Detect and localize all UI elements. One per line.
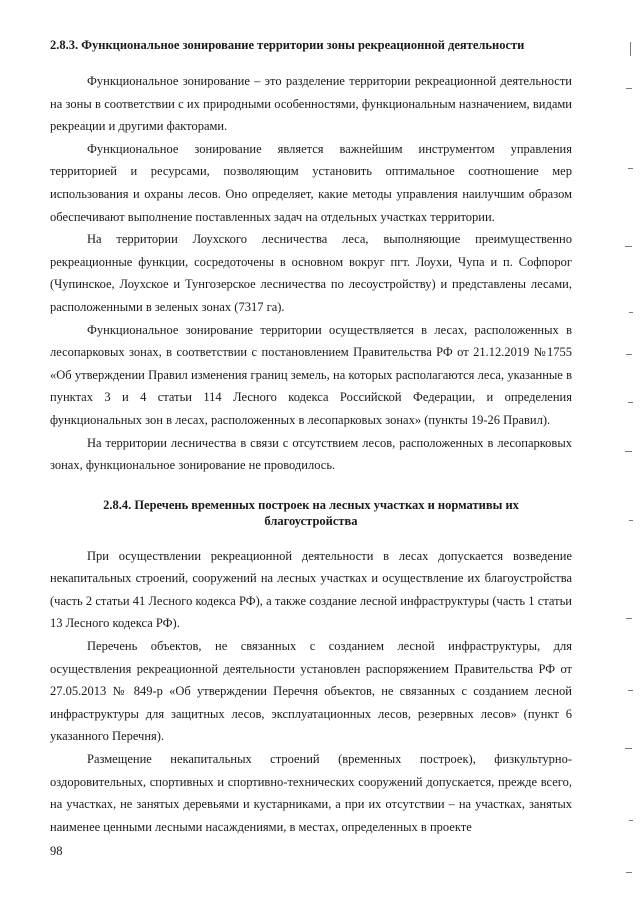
- paragraph: На территории Лоухского лесничества леса, выполняющие преимущественно рекреационные функции, сосредоточены в основном вокруг пгт. Лоухи, Чупа и п. Софпорог (Чупинское, Лоухское и Тунгозерское лесничества по лесоустройству) и представлены лесами, расположенными в зеленых зонах (7317 га).: [50, 232, 572, 314]
- section-heading-2-8-4-line1: 2.8.4. Перечень временных построек на лесных участках и нормативы их: [103, 497, 519, 512]
- paragraph: При осуществлении рекреационной деятельности в лесах допускается возведение некапитальных строений, сооружений на лесных участках и осуществление их благоустройства (часть 2 статьи 41 Лесного кодекса РФ), а также создание лесной инфраструктуры (часть 1 статьи 13 Лесного кодекса РФ).: [50, 548, 572, 631]
- page-content: [50, 37, 572, 838]
- section-heading-2-8-4-line2: благоустройства: [264, 513, 358, 528]
- paragraph: Функциональное зонирование территории осуществляется в лесах, расположенных в лесопарковых зонах, в соответствии с постановлением Правительства РФ от 21.12.2019 №1755 «Об утверждении Правил изменения границ земель, на которых располагаются леса, указанные в пунктах 3 и 4 статьи 114 Лесного кодекса Российской Федерации, и определения функциональных зон в лесах, расположенных в лесопарковых зонах» (пункты 19-26 Правил).: [50, 322, 572, 427]
- section-heading-2-8-3: 2.8.3. Функциональное зонирование территории зоны рекреационной деятельности: [50, 38, 525, 52]
- paragraph: Функциональное зонирование является важнейшим инструментом управления территорией и ресурсами, позволяющим установить оптимальное соотношение мер использования и охраны лесов. Оно определяет, какие методы управления наилучшим образом обеспечивают выполнение поставленных задач на отдельных участках территории.: [50, 141, 572, 224]
- page-number: 98: [50, 844, 63, 858]
- paragraph: Функциональное зонирование – это разделение территории рекреационной деятельности на зоны в соответствии с их природными особенностями, функциональным назначением, видами рекреации и другими факторами.: [50, 74, 572, 134]
- paragraph: Размещение некапитальных строений (временных построек), физкультурно-оздоровительных, спортивных и спортивно-технических сооружений допускается, прежде всего, на участках, не занятых деревьями и кустарниками, а при их отсутствии – на участках, занятых наименее ценными лесными насаждениями, в местах, определенных в проекте: [50, 752, 572, 834]
- paragraph: Перечень объектов, не связанных с созданием лесной инфраструктуры, для осуществления рекреационной деятельности установлен распоряжением Правительства РФ от 27.05.2013 № 849-р «Об утверждении Перечня объектов, не связанных с созданием лесной инфраструктуры для защитных лесов, эксплуатационных лесов, резервных лесов» (пункт 6 указанного Перечня).: [50, 639, 572, 744]
- scan-edge-marks: [608, 0, 640, 905]
- paragraph: На территории лесничества в связи с отсутствием лесов, расположенных в лесопарковых зонах, функциональное зонирование не проводилось.: [50, 435, 572, 473]
